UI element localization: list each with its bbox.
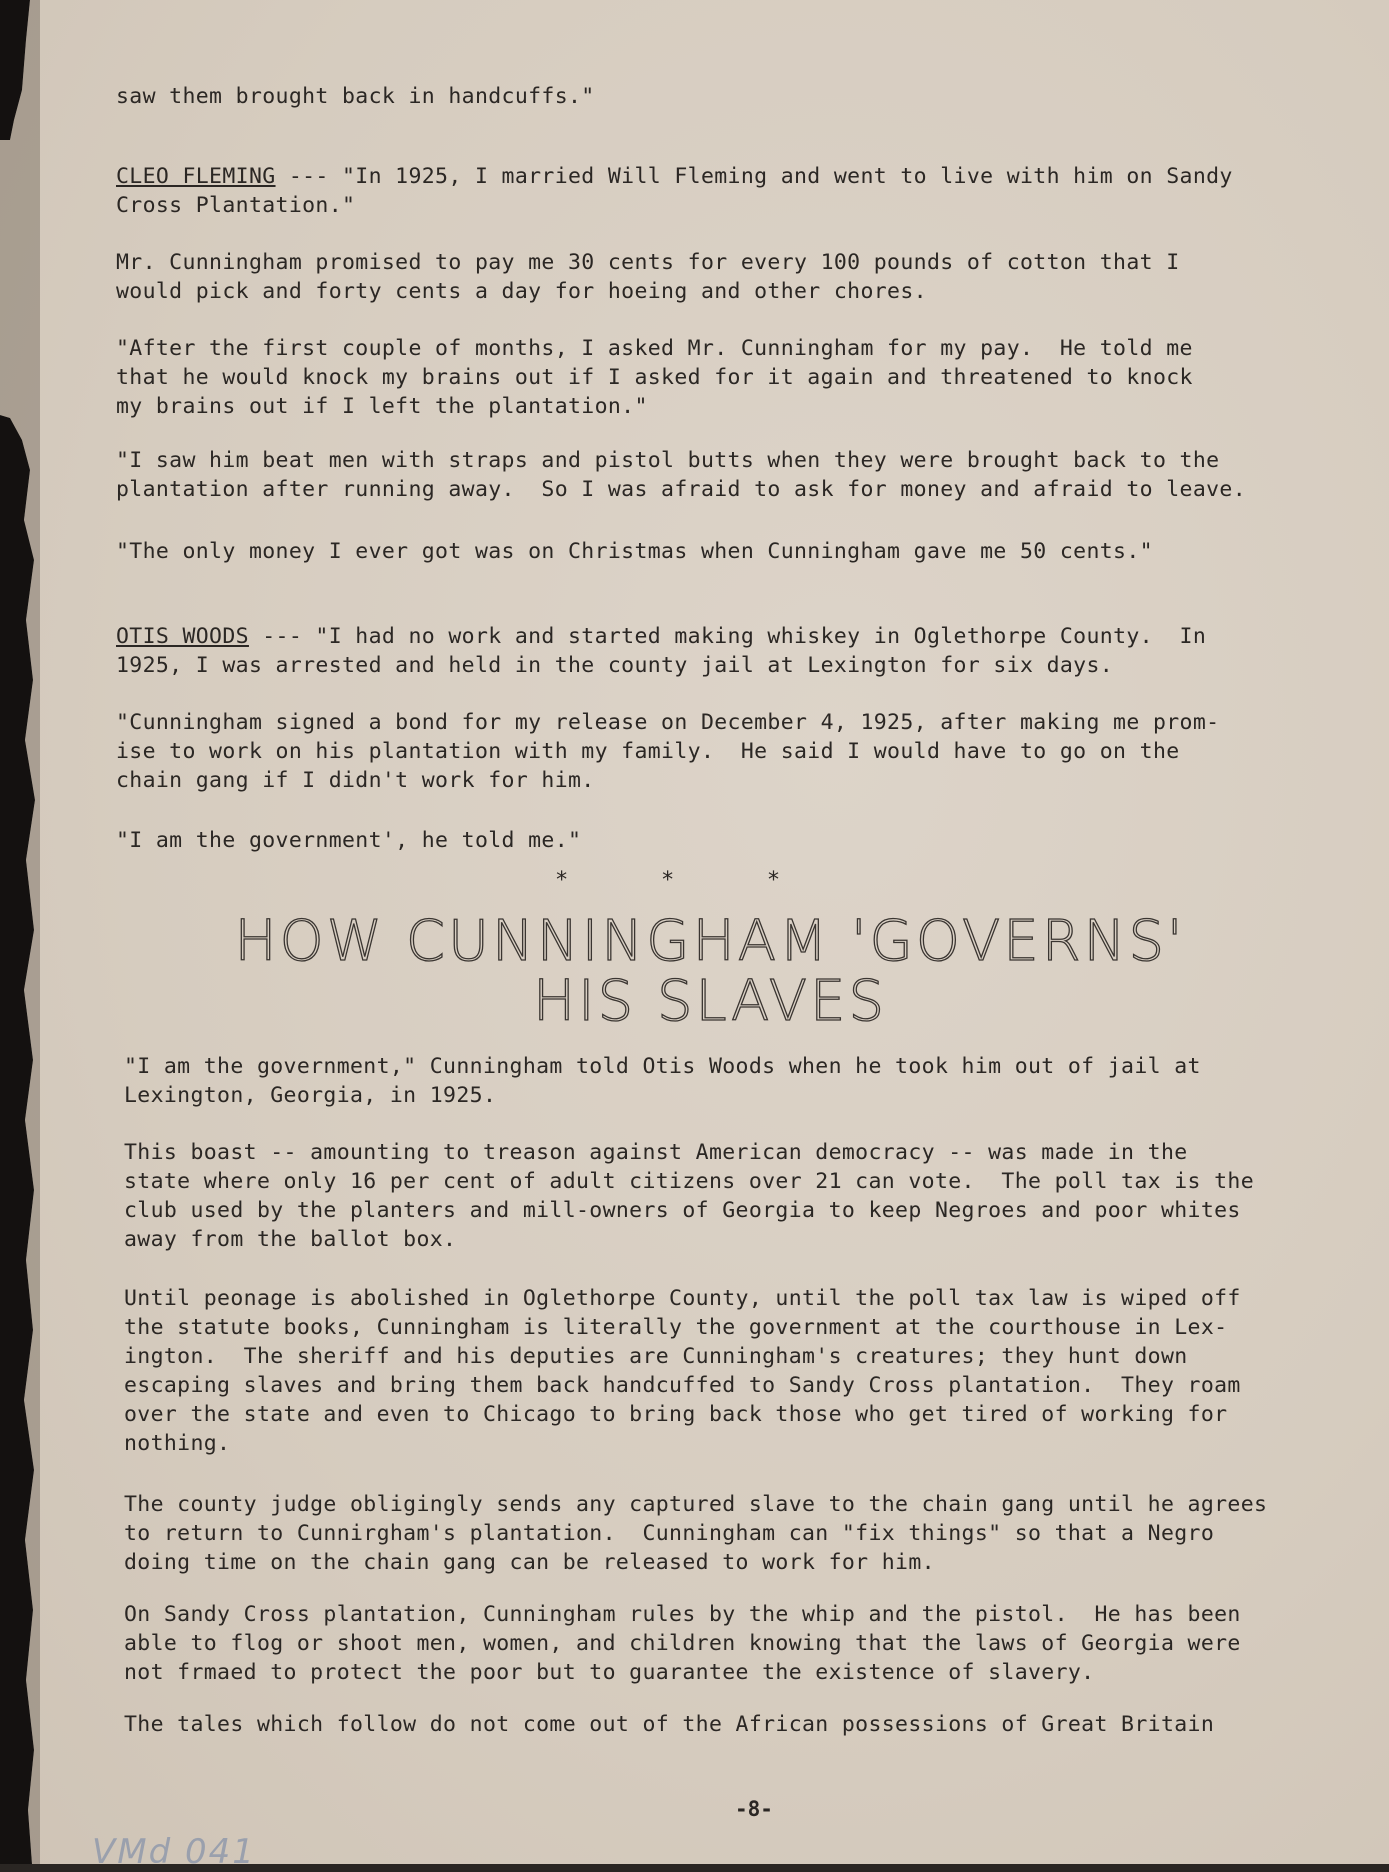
heading-line-1: HOW CUNNINGHAM 'GOVERNS'	[234, 909, 1186, 974]
paragraph-cleo-fleming	[116, 162, 1233, 220]
paragraph-treason-poll-tax: This boast -- amounting to treason against American democracy -- was made in the state where only 16 per cent of adult citizens over 21 can vote. The poll tax is the club used by the planters and mill-owners of Georgia to keep Negroes and poor whites away from the ballot box.	[124, 1140, 1254, 1252]
paragraph-government-quote: "I am the government', he told me."	[116, 828, 582, 853]
paragraph-otis-woods	[116, 622, 1206, 680]
otis-line-1: --- "I had no work and started making whiskey in Oglethorpe County. In	[248, 624, 1207, 649]
name-cleo-fleming: CLEO FLEMING	[116, 164, 276, 189]
paragraph-peonage: Until peonage is abolished in Oglethorpe County, until the poll tax law is wiped off the statute books, Cunningham is literally the government at the courthouse in Lex- ington. The sheriff and his deputies are Cunningham's creatures; they hunt down escaping slaves and bring them back handcuffed to Sandy Cross plantation. They roam over the state and even to Chicago to bring back those who get tired of working for nothing.	[124, 1286, 1241, 1456]
name-otis-woods: OTIS WOODS	[116, 624, 249, 649]
paragraph-christmas-money: "The only money I ever got was on Christmas when Cunningham gave me 50 cents."	[116, 539, 1153, 564]
paragraph-tales-follow: The tales which follow do not come out of the African possessions of Great Britain	[124, 1712, 1215, 1737]
paragraph-cunningham-promise: Mr. Cunningham promised to pay me 30 cents for every 100 pounds of cotton that I would pick and forty cents a day for hoeing and other chores.	[116, 250, 1180, 304]
paragraph-county-judge: The county judge obligingly sends any captured slave to the chain gang until he agrees to return to Cunnirgham's plantation. Cunningham can "fix things" so that a Negro doing time on the chain gang can be released to work for him.	[124, 1492, 1268, 1575]
paragraph-government-boast: "I am the government," Cunningham told Otis Woods when he took him out of jail at Lexington, Georgia, in 1925.	[124, 1054, 1201, 1108]
paragraph-bond-release: "Cunningham signed a bond for my release on December 4, 1925, after making me prom- ise to work on his plantation with my family. He said I would have to go on the chain gang if I didn't work for him.	[116, 710, 1220, 793]
torn-left-edge	[0, 0, 40, 1864]
cleo-line-2: Cross Plantation."	[116, 193, 356, 218]
handwritten-note: VMd 041	[92, 1832, 256, 1872]
page-number: -8-	[735, 1797, 773, 1821]
section-heading	[230, 909, 1190, 1034]
heading-line-2: HIS SLAVES	[533, 969, 887, 1034]
section-divider-stars: * * *	[555, 868, 781, 893]
paragraph-beat-men: "I saw him beat men with straps and pistol butts when they were brought back to the plantation after running away. So I was afraid to ask for money and afraid to leave.	[116, 448, 1246, 502]
paragraph-continuation: saw them brought back in handcuffs."	[116, 84, 595, 109]
otis-line-2: 1925, I was arrested and held in the county jail at Lexington for six days.	[116, 653, 1114, 678]
paragraph-asked-pay: "After the first couple of months, I asked Mr. Cunningham for my pay. He told me that he would knock my brains out if I asked for it again and threatened to knock my brains out if I left the plantation."	[116, 336, 1193, 419]
cleo-line-1: --- "In 1925, I married Will Fleming and went to live with him on Sandy	[275, 164, 1233, 189]
paragraph-whip-and-pistol: On Sandy Cross plantation, Cunningham rules by the whip and the pistol. He has been able to flog or shoot men, women, and children knowing that the laws of Georgia were not frmaed to protect the poor but to guarantee the existence of slavery.	[124, 1602, 1241, 1685]
